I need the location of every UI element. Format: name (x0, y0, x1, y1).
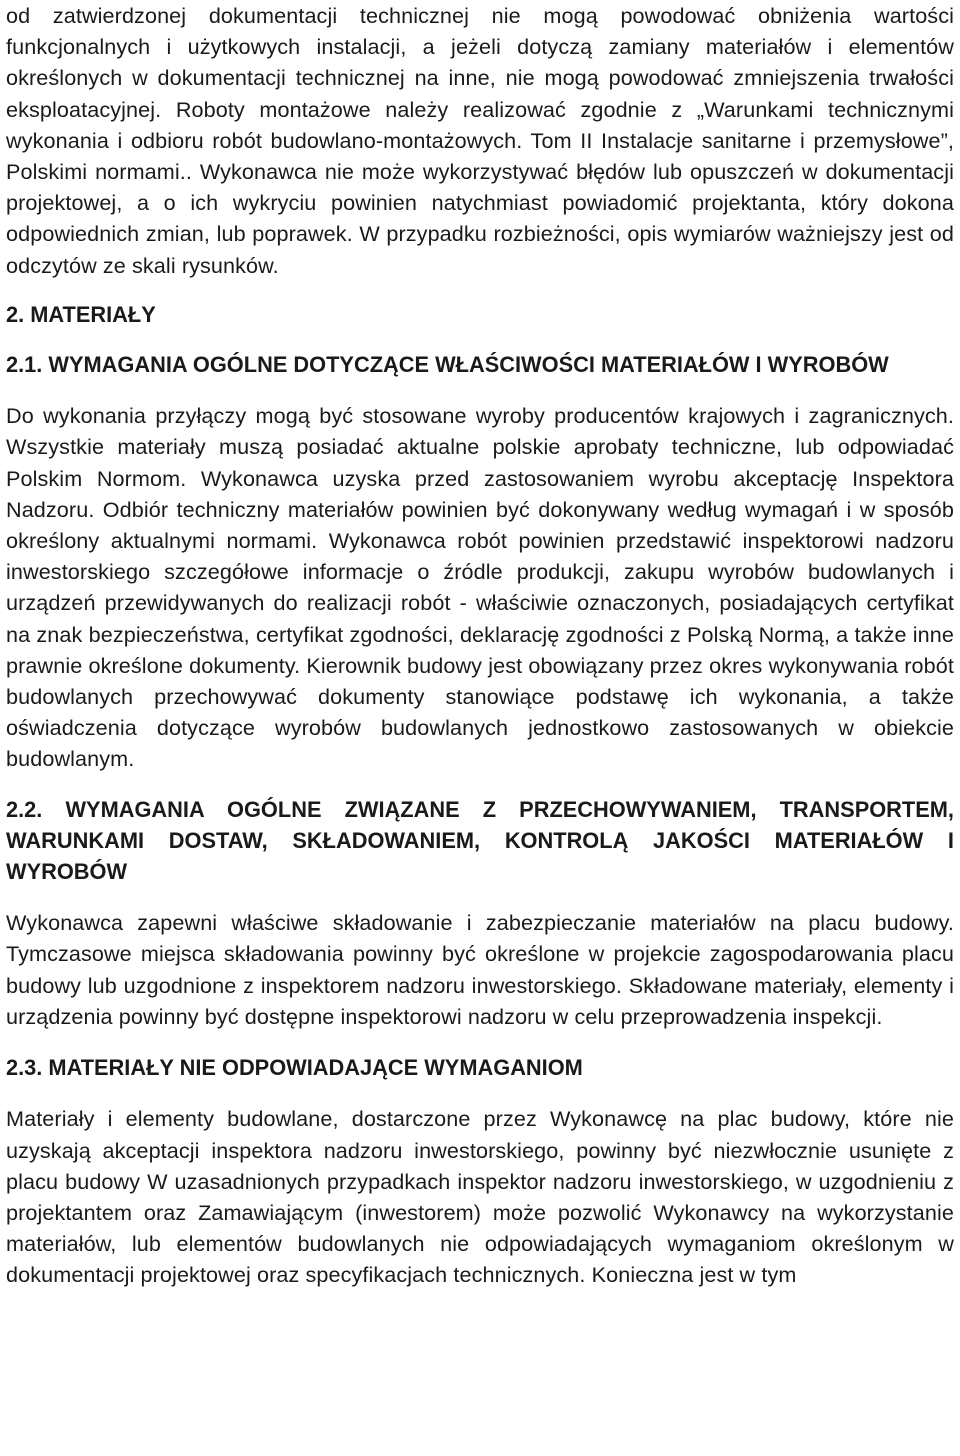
section-2-1-text: Do wykonania przyłączy mogą być stosowane wyroby producentów krajowych i zagranicznych. Wszystkie materiały muszą posiadać aktualne polskie aprobaty techniczne, lub odpowiadać Polskim Normom. Wykonawca uzyska przed zastosowaniem wyrobu akceptację Inspektora Nadzoru. Odbiór techniczny materiałów powinien być dokonywany według wymagań i w sposób określony aktualnymi normami. Wykonawca robót powinien przedstawić inspektorowi nadzoru inwestorskiego szczegółowe informacje o źródle produkcji, zakupu wyrobów budowlanych i urządzeń przewidywanych do realizacji robót - właściwie oznaczonych, posiadających certyfikat na znak bezpieczeństwa, certyfikat zgodności, deklarację zgodności z Polską Normą, a także inne prawnie określone dokumenty. Kierownik budowy jest obowiązany przez okres wykonywania robót budowlanych przechowywać dokumenty stanowiące podstawę ich wykonania, a także oświadczenia dotyczące wyrobów budowlanych jednostkowo zastosowanych w obiekcie budowlanym. (6, 403, 954, 772)
section-2-2-heading: 2.2. WYMAGANIA OGÓLNE ZWIĄZANE Z PRZECHOWYWANIEM, TRANSPORTEM, WARUNKAMI DOSTAW, SKŁADOWANIEM, KONTROLĄ JAKOŚCI MATERIAŁÓW I WYROBÓW (6, 796, 954, 885)
section-2-3-text: Materiały i elementy budowlane, dostarczone przez Wykonawcę na plac budowy, które nie uzyskają akceptacji inspektora nadzoru inwestorskiego, powinny być niezwłocznie usunięte z placu budowy W uzasadnionych przypadkach inspektor nadzoru inwestorskiego, w uzgodnieniu z projektantem oraz Zamawiającym (inwestorem) może pozwolić Wykonawcy na wykorzystanie materiałów, lub elementów budowlanych nie odpowiadających wymaganiom określonym w dokumentacji projektowej oraz specyfikacjach technicznych. Konieczna jest w tym (6, 1106, 954, 1288)
intro-paragraph: od zatwierdzonej dokumentacji technicznej nie mogą powodować obniżenia wartości funkcjonalnych i użytkowych instalacji, a jeżeli dotyczą zamiany materiałów i elementów określonych w dokumentacji technicznej na inne, nie mogą powodować zmniejszenia trwałości eksploatacyjnej. Roboty montażowe należy realizować zgodnie z „Warunkami technicznymi wykonania i odbioru robót budowlano-montażowych. Tom II Instalacje sanitarne i przemysłowe”, Polskimi normami.. Wykonawca nie może wykorzystywać błędów lub opuszczeń w dokumentacji projektowej, a o ich wykryciu powinien natychmiast powiadomić projektanta, który dokona odpowiednich zmian, lub poprawek. W przypadku rozbieżności, opis wymiarów ważniejszy jest od odczytów ze skali rysunków. (6, 3, 954, 278)
document-page (6, 0, 954, 1291)
section-2-1-heading: 2.1. WYMAGANIA OGÓLNE DOTYCZĄCE WŁAŚCIWOŚCI MATERIAŁÓW I WYROBÓW (6, 352, 889, 378)
section-2-2-text: Wykonawca zapewni właściwe składowanie i zabezpieczanie materiałów na placu budowy. Tymczasowe miejsca składowania powinny być określone w projekcie zagospodarowania placu budowy lub uzgodnione z inspektorem nadzoru inwestorskiego. Składowane materiały, elementy i urządzenia powinny być dostępne inspektorowi nadzoru w celu przeprowadzenia inspekcji. (6, 910, 954, 1029)
section-2-3-heading: 2.3. MATERIAŁY NIE ODPOWIADAJĄCE WYMAGANIOM (6, 1055, 583, 1081)
section-2-heading: 2. MATERIAŁY (6, 301, 156, 327)
